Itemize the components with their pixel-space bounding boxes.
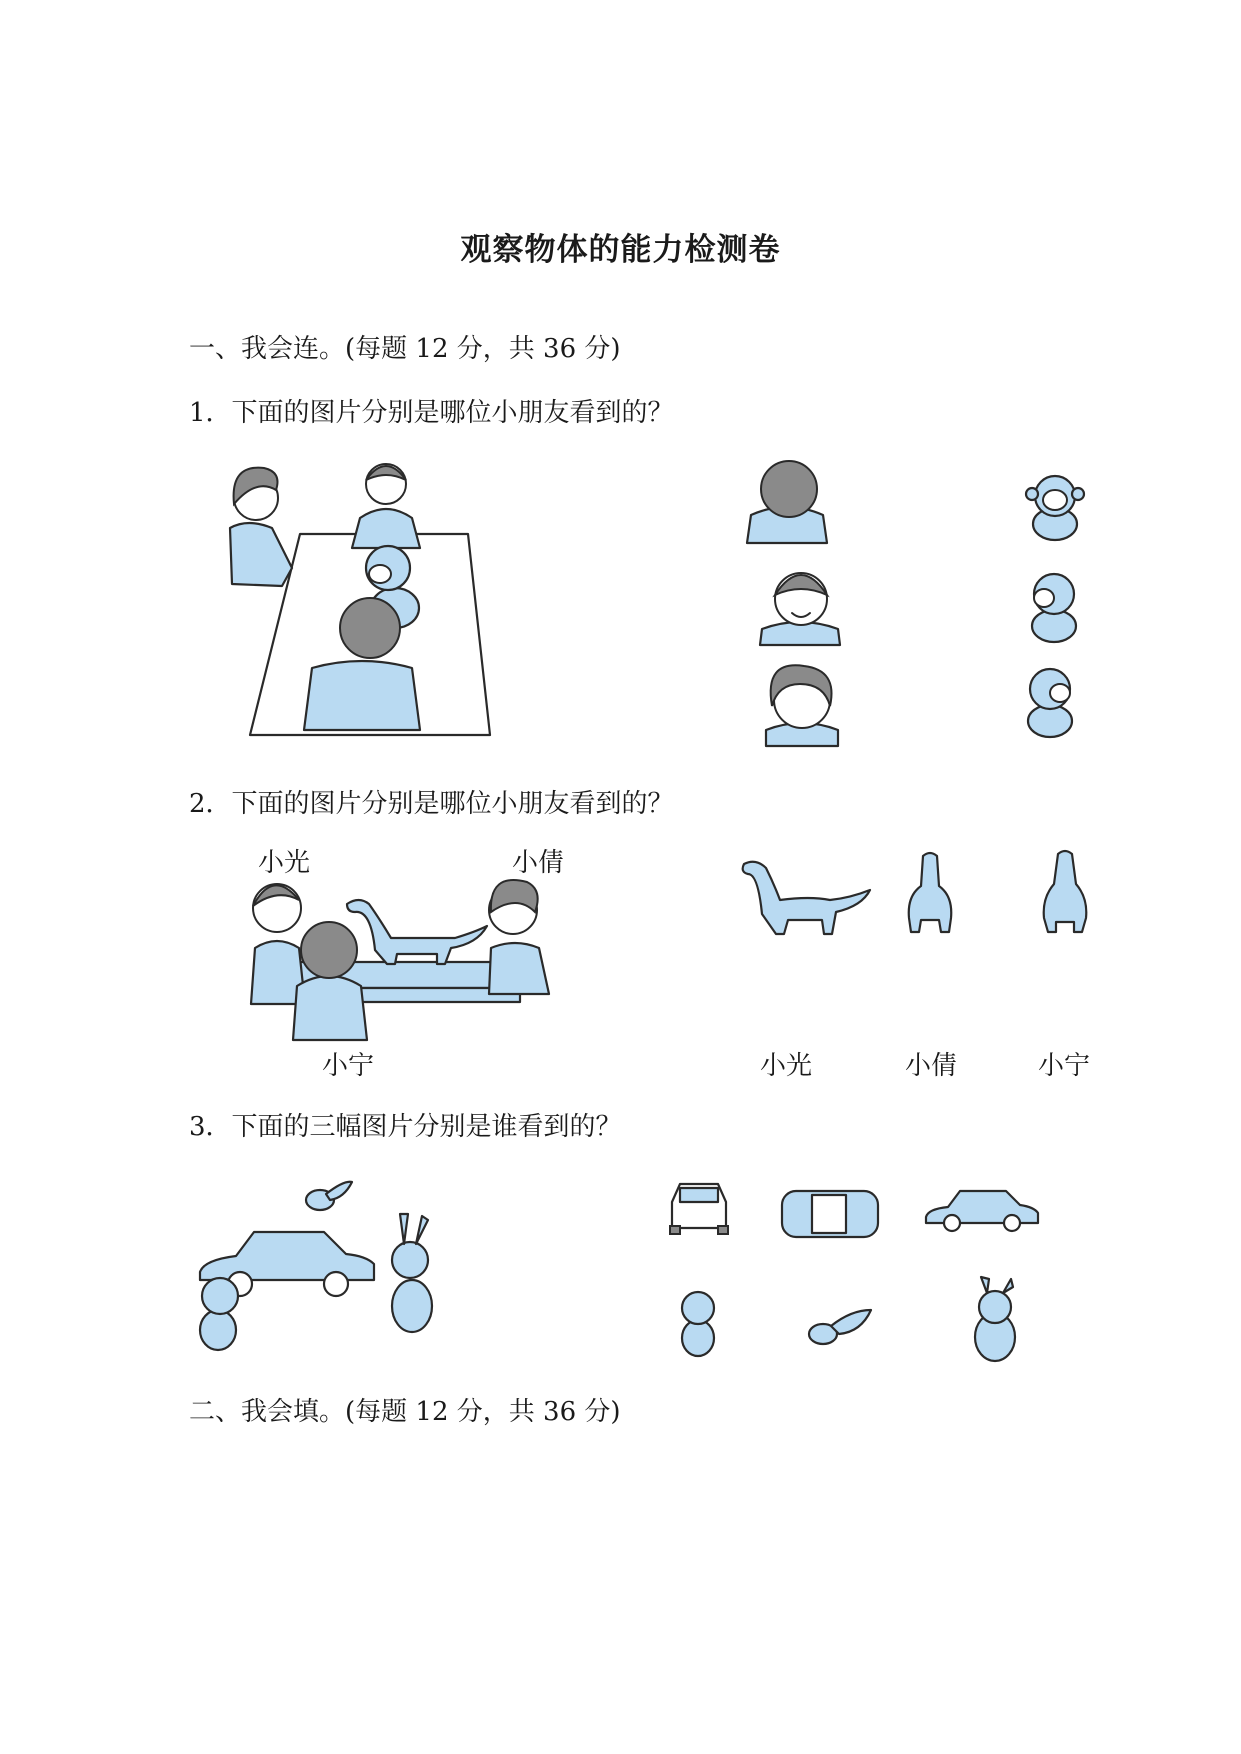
question-2: 2．下面的图片分别是哪位小朋友看到的？ bbox=[189, 789, 674, 819]
car-front-icon bbox=[666, 1180, 732, 1236]
dinosaur-front-icon bbox=[905, 852, 955, 934]
option-name-xiaoguang: 小光 bbox=[760, 1051, 813, 1081]
girl-xiaoqian-figure bbox=[489, 880, 549, 994]
rabbit-icon bbox=[965, 1275, 1025, 1365]
scene-name-xiaoguang: 小光 bbox=[258, 848, 311, 878]
children-table-dinosaur-scene bbox=[245, 870, 585, 1045]
car-top-icon bbox=[778, 1185, 882, 1243]
section-1-heading: 一、我会连。(每题 12 分，共 36 分) bbox=[189, 334, 621, 364]
monkey-icon bbox=[670, 1288, 722, 1358]
girl-front-icon bbox=[758, 660, 848, 750]
boy-top-figure bbox=[352, 464, 420, 548]
dinosaur-side-icon bbox=[742, 858, 872, 938]
section-2-heading: 二、我会填。(每题 12 分，共 36 分) bbox=[189, 1397, 621, 1427]
question-3: 3．下面的三幅图片分别是谁看到的？ bbox=[189, 1112, 622, 1142]
option-name-xiaoqian: 小倩 bbox=[905, 1051, 958, 1081]
girl-back-icon bbox=[745, 455, 835, 545]
scene-name-xiaoning: 小宁 bbox=[322, 1051, 375, 1081]
bird-icon bbox=[805, 1306, 877, 1350]
page-title: 观察物体的能力检测卷 bbox=[460, 232, 781, 268]
monkey-scene-figure bbox=[200, 1278, 238, 1350]
children-table-monkey-scene bbox=[230, 450, 530, 750]
monkey-side-right-icon bbox=[1022, 570, 1082, 646]
boy-front-icon bbox=[758, 567, 848, 647]
dinosaur-back-icon bbox=[1040, 850, 1090, 936]
girl-left-figure bbox=[230, 468, 292, 586]
monkey-side-left-icon bbox=[1022, 665, 1082, 741]
option-name-xiaoning: 小宁 bbox=[1038, 1051, 1091, 1081]
car-side-icon bbox=[922, 1183, 1042, 1233]
question-1: 1．下面的图片分别是哪位小朋友看到的？ bbox=[189, 398, 674, 428]
monkey-front-icon bbox=[1020, 472, 1090, 544]
bird-scene-figure bbox=[306, 1182, 352, 1210]
rabbit-scene-figure bbox=[392, 1214, 432, 1332]
car-bird-rabbit-monkey-scene bbox=[190, 1180, 450, 1360]
dinosaur-scene-figure bbox=[347, 900, 487, 964]
scene-name-xiaoqian: 小倩 bbox=[512, 848, 565, 878]
